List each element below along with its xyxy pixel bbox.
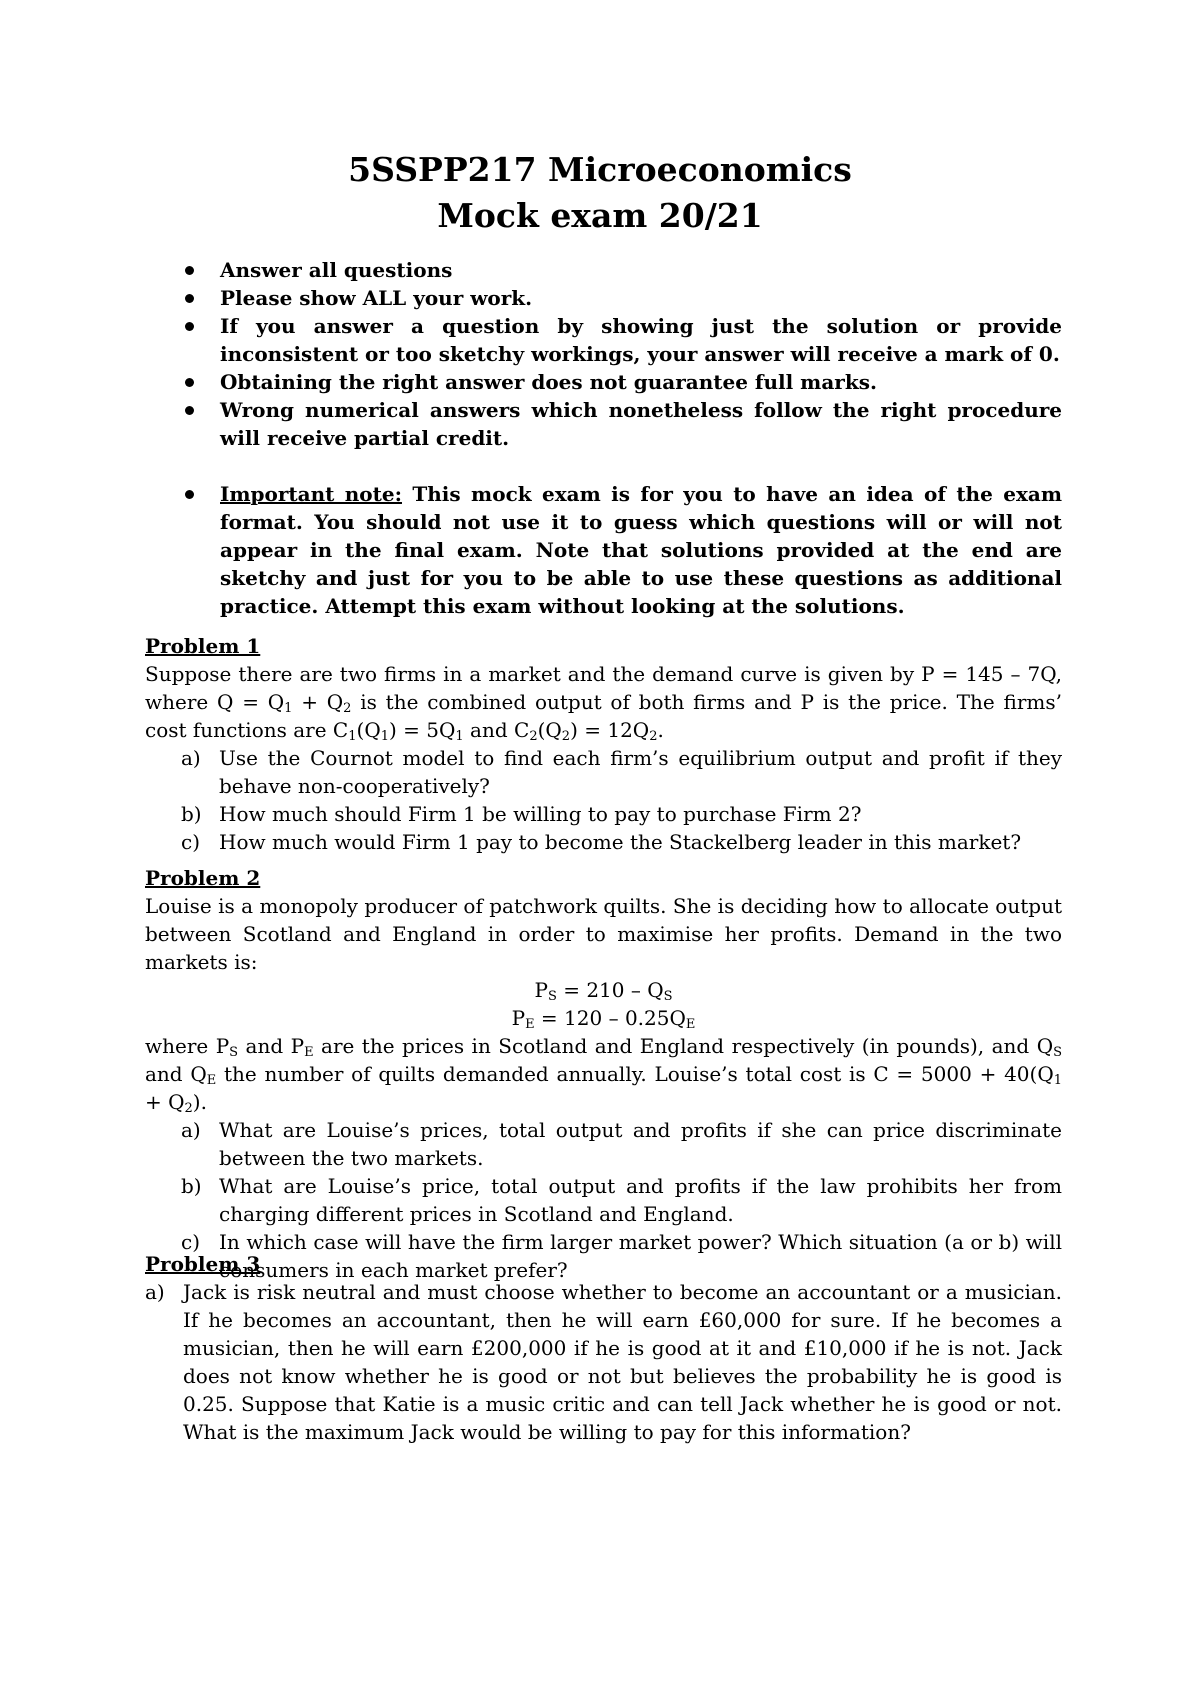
question-item: a) What are Louise’s prices, total output and profits if she can price discriminate between the two markets. (181, 1118, 1062, 1170)
problem-1 (145, 632, 1062, 856)
instruction-item: If you answer a question by showing just the solution or provide inconsistent or too sketchy workings, your answer will receive a mark of 0. (182, 312, 1062, 368)
important-note-text: This mock exam is for you to have an idea of the exam format. You should not use it to guess which questions will or will not appear in the final exam. Note that solutions provided at the end are sketchy and just for you to be able to use these questions as additional practice. Attempt this exam without looking at the solutions. (220, 482, 1062, 618)
problem-2-definitions: where $P_S$ and $P_E$ are the prices in Scotland and England respectively (in pounds), and $Q_S$ and $Q_E$ the number of quilts demanded annually. Louise’s total cost is $C = 5000 + 40(Q_1 + Q_2)$. (145, 1034, 1063, 1116)
problem-3-title: Problem 3 (145, 1252, 261, 1276)
instructions-list (182, 256, 1062, 620)
exam-title: Mock exam 20/21 (437, 196, 763, 235)
problem-3 (145, 1250, 1062, 1446)
problem-2-intro: Louise is a monopoly producer of patchwork quilts. She is deciding how to allocate output between Scotland and England in order to maximise her profits. Demand in the two markets is: (145, 894, 1062, 974)
instruction-item: Please show ALL your work. (182, 284, 1062, 312)
question-item: b) What are Louise’s price, total output and profits if the law prohibits her from charging different prices in Scotland and England. (181, 1174, 1062, 1226)
problem-2 (145, 864, 1062, 1284)
instruction-item: Obtaining the right answer does not guarantee full marks. (182, 368, 1062, 396)
instruction-item: Wrong numerical answers which nonetheless follow the right procedure will receive partial credit. (182, 396, 1062, 452)
question-item: c) In which case will have the firm larger market power? Which situation (a or b) will consumers in each market prefer? (181, 1230, 1062, 1282)
important-note (182, 480, 1062, 620)
important-note-label: Important note: (220, 482, 402, 506)
question-item: a) Use the Cournot model to find each firm’s equilibrium output and profit if they behave non-cooperatively? (181, 746, 1062, 798)
instruction-item: Answer all questions (182, 256, 1062, 284)
problem-1-intro: Suppose there are two firms in a market and the demand curve is given by P = 145 – 7Q, where $Q = Q_1 + Q_2$ is the combined output of both firms and P is the price. The firms’ cost functions are $C_1(Q_1) = 5Q_1$ and $C_2(Q_2) = 12Q_2$. (145, 662, 1062, 744)
question-item: a) Jack is risk neutral and must choose whether to become an accountant or a musician. If he becomes an accountant, then he will earn £60,000 for sure. If he becomes a musician, then he will earn £200,000 if he is good at it and £10,000 if he is not. Jack does not know whether he is good or not but believes the probability he is good is 0.25. Suppose that Katie is a music critic and can tell Jack whether he is good or not. What is the maximum Jack would be willing to pay for this information? (145, 1280, 1062, 1444)
course-title: 5SSPP217 Microeconomics (348, 150, 852, 189)
problem-3-questions (145, 1278, 1062, 1446)
question-item: c) How much would Firm 1 pay to become the Stackelberg leader in this market? (181, 830, 1022, 854)
problem-1-title: Problem 1 (145, 634, 261, 658)
demand-equation-scotland: $P_S = 210 - Q_S$ (534, 978, 673, 1004)
problem-1-questions (145, 744, 1062, 856)
problem-2-title: Problem 2 (145, 866, 261, 890)
question-item: b) How much should Firm 1 be willing to pay to purchase Firm 2? (181, 802, 862, 826)
demand-equation-england: $P_E = 120 - 0.25Q_E$ (511, 1006, 696, 1032)
